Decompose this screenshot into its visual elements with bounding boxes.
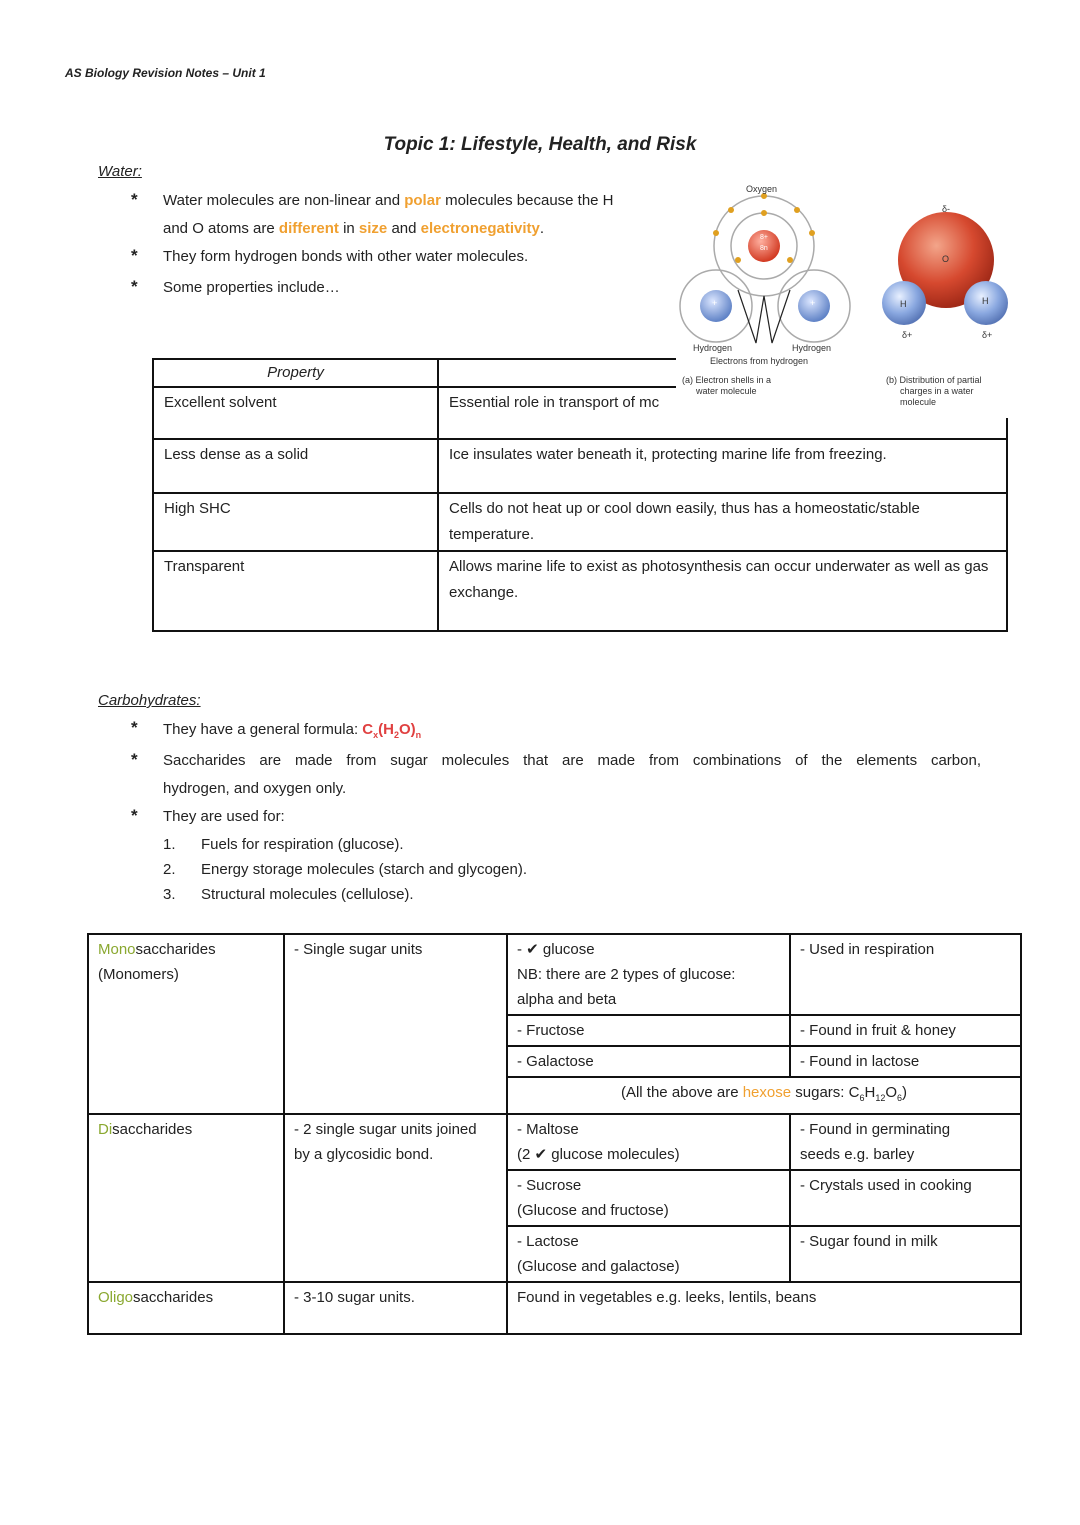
text: and O atoms are [163,220,279,237]
text: sugars: C [791,1084,860,1101]
formula-x: x [373,730,379,740]
bullet-star: * [131,718,138,737]
plus-sign-right: + [810,298,816,308]
oligo-suffix: saccharides [133,1289,214,1306]
text: and [387,220,421,237]
use-text: Structural molecules (cellulose). [201,886,414,903]
text: O [885,1084,897,1101]
carbs-bullet-2-line-2: hydrogen, and oxygen only. [163,780,347,797]
delta-minus-label: δ- [942,204,951,214]
electrons-from-hydrogen-label: Electrons from hydrogen [710,356,809,366]
mono-description: - Single sugar units [284,934,507,1114]
di-desc-line-1: - 2 single sugar units joined [294,1121,477,1138]
carbs-bullet-2-line-1: Saccharides are made from sugar molecules that are made from combinations of the elements carbon, [163,752,981,769]
hydrogen-left-label: Hydrogen [693,343,733,353]
polar-highlight: polar [404,192,441,209]
oligosaccharides-cell [88,1282,284,1334]
different-highlight: different [278,220,339,237]
di-suffix: saccharides [112,1121,193,1138]
water-molecule-figure [676,178,1016,418]
table-row [88,1282,1021,1334]
bullet-star: * [131,190,138,209]
topic-title: Topic 1: Lifestyle, Health, and Risk [383,134,697,155]
description-cell: Allows marine life to exist as photosynthesis can occur underwater as well as gas exchange. [438,551,1007,631]
sub-12: 12 [875,1093,886,1103]
sucrose-cell [507,1170,790,1226]
property-header: Property [153,359,438,387]
text: H [864,1084,876,1101]
h-right-label: H [982,296,989,306]
carbohydrates-table [87,933,1022,1335]
galactose-cell: - Galactose [507,1046,790,1077]
maltose-cell [507,1114,790,1170]
glucose-use: - Used in respiration [790,934,1021,1015]
description-cell: Cells do not heat up or cool down easily, thus has a homeostatic/stable temperature. [438,493,1007,551]
glucose-nb: NB: there are 2 types of glucose: [517,966,736,983]
water-bullet-1-line-2 [163,219,544,239]
glucose-types: alpha and beta [517,991,617,1008]
nucleus-neutrons-label: 8n [760,245,768,252]
text: . [539,220,545,237]
fructose-cell: - Fructose [507,1015,790,1046]
glucose-cell [507,934,790,1015]
text: They have a general formula: [163,721,363,738]
description-cell: Essential role in transport of mc [438,387,1007,439]
property-cell: Less dense as a solid [153,439,438,493]
plus-sign-left: + [712,298,718,308]
text: Water molecules are non-linear and [163,192,405,209]
description-cell: Ice insulates water beneath it, protecting marine life from freezing. [438,439,1007,493]
use-number: 2. [163,861,176,878]
water-bullet-1-line-1 [163,191,614,211]
caption-a-line-2: water molecule [696,386,757,396]
text: ) [902,1084,908,1101]
electron-arrow [738,290,790,343]
bullet-star: * [131,750,138,769]
carbs-bullet-3: They are used for: [163,808,285,825]
table-row [153,551,1007,631]
monosaccharides-cell [88,934,284,1114]
lactose-cell [507,1226,790,1282]
header-note: AS Biology Revision Notes – Unit 1 [65,66,266,80]
caption-b-line-3: molecule [900,397,937,407]
table-row [153,493,1007,551]
hexose-highlight: hexose [742,1084,792,1101]
carbohydrates-heading: Carbohydrates: [98,692,201,709]
hydrogen-right-label: Hydrogen [792,343,832,353]
maltose-use [790,1114,1021,1170]
glucose-line: - ✔ glucose [517,941,595,958]
use-text: Fuels for respiration (glucose). [201,836,404,853]
maltose: - Maltose [517,1121,579,1138]
property-cell: Transparent [153,551,438,631]
sucrose: - Sucrose [517,1177,582,1194]
sub-6: 6 [859,1093,865,1103]
table-row [88,934,1021,1015]
use-text: Energy storage molecules (starch and glycogen). [201,861,528,878]
o-label: O [942,254,950,264]
table-row [153,439,1007,493]
use-number: 1. [163,836,176,853]
electronegativity-highlight: electronegativity [420,220,540,237]
general-formula [362,721,421,738]
di-prefix: Di [98,1121,113,1138]
sucrose-use: - Crystals used in cooking [790,1170,1021,1226]
lactose-use: - Sugar found in milk [790,1226,1021,1282]
formula-h: (H [378,721,394,738]
size-highlight: size [358,220,388,237]
delta-plus-left: δ+ [902,330,913,340]
maltose-use-line-1: - Found in germinating [800,1121,951,1138]
oxygen-label: Oxygen [746,184,778,194]
maltose-use-line-2: seeds e.g. barley [800,1146,915,1163]
use-number: 3. [163,886,176,903]
galactose-use: - Found in lactose [790,1046,1021,1077]
formula-2: 2 [393,730,399,740]
caption-b-line-1: (b) Distribution of partial [886,375,982,385]
table-row [88,1114,1021,1170]
mono-sub: (Monomers) [98,966,179,983]
water-heading: Water: [98,163,142,180]
lactose: - Lactose [517,1233,579,1250]
mono-prefix: Mono [98,941,136,958]
text: (All the above are [620,1084,743,1101]
caption-a-line-1: (a) Electron shells in a [682,375,772,385]
h-left-label: H [900,299,907,309]
di-description [284,1114,507,1282]
oligo-description: - 3-10 sugar units. [284,1282,507,1334]
caption-b-line-2: charges in a water [900,386,974,396]
fructose-use: - Found in fruit & honey [790,1015,1021,1046]
water-bullet-2: They form hydrogen bonds with other water molecules. [163,248,529,265]
property-cell: High SHC [153,493,438,551]
oligo-example: Found in vegetables e.g. leeks, lentils, beans [507,1282,1021,1334]
carbs-bullet-1 [163,720,421,745]
formula-o: O) [398,721,416,738]
sucrose-sub: (Glucose and fructose) [517,1202,669,1219]
property-cell: Excellent solvent [153,387,438,439]
text: molecules because the H [440,192,614,209]
formula-c: C [362,721,374,738]
formula-n: n [415,730,422,740]
lactose-sub: (Glucose and galactose) [517,1258,680,1275]
bullet-star: * [131,246,138,265]
bullet-star: * [131,806,138,825]
hexose-note [507,1077,1021,1114]
oligo-prefix: Oligo [98,1289,134,1306]
bullet-star: * [131,277,138,296]
disaccharides-cell [88,1114,284,1282]
mono-suffix: saccharides [135,941,216,958]
nucleus-protons-label: 8+ [760,234,768,241]
sub-6: 6 [897,1093,903,1103]
delta-plus-right: δ+ [982,330,993,340]
di-desc-line-2: by a glycosidic bond. [294,1146,434,1163]
water-bullet-3: Some properties include… [163,279,340,296]
text: in [338,220,359,237]
maltose-sub: (2 ✔ glucose molecules) [517,1146,680,1163]
